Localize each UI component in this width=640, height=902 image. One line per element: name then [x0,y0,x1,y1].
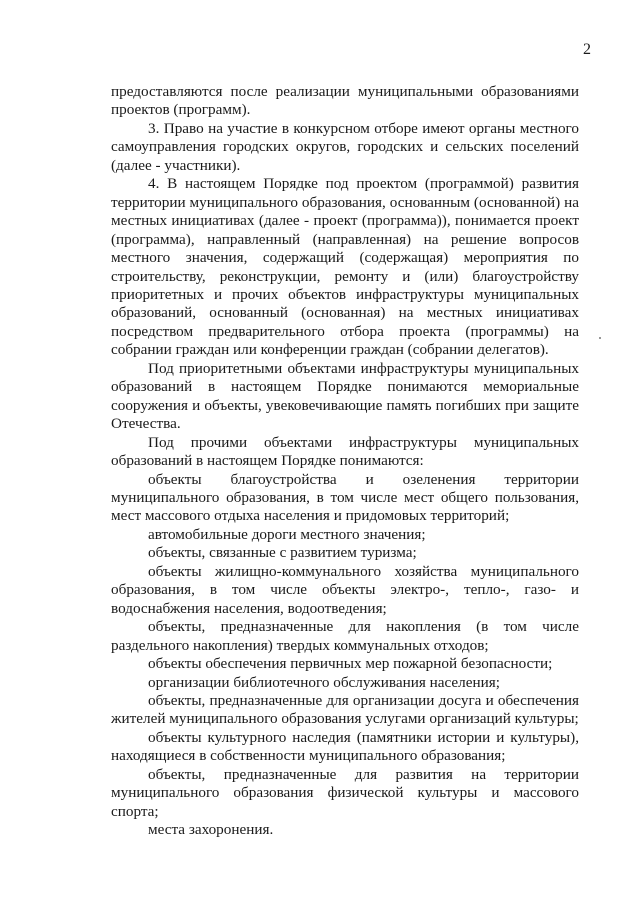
list-item-tourism: объекты, связанные с развитием туризма; [148,544,417,562]
list-item-waste: объекты, предназначенные для накопления (в том числе раздельного накопления) твердых коммунальных отходов; [111,618,579,654]
list-item-libraries: организации библиотечного обслуживания населения; [148,673,500,691]
page-number: 2 [583,41,591,58]
list-item-culture: объекты, предназначенные для организации досуга и обеспечения жителей муниципального образования услугами организаций культуры; [111,691,579,728]
list-item-landscaping: объекты благоустройства и озеленения территории муниципального образования, в том числе мест общего пользования, мест массового отдыха населения и придомовых территорий; [111,470,579,525]
paragraph-5: Под прочими объектами инфраструктуры муниципальных образований в настоящем Порядке понимаются: [111,433,579,470]
paragraph-2: 3. Право на участие в конкурсном отборе имеют органы местного самоуправления городских округов, городских и сельских поселений (далее - участники). [111,119,579,174]
list-item-roads: автомобильные дороги местного значения; [148,525,426,543]
scan-speck [599,337,601,339]
document-body [111,83,579,840]
list-item-sport: объекты, предназначенные для развития на территории муниципального образования физической культуры и массового спорта; [111,765,579,820]
list-item-fire-safety: объекты обеспечения первичных мер пожарной безопасности; [148,655,553,673]
paragraph-3: 4. В настоящем Порядке под проектом (программой) развития территории муниципального образования, основанным (основанной) на местных инициативах (далее - проект (программа)), понимается проект (программа), направленный (направленная) на решение вопросов местного значения, содержащий (содержащая) мероприятия по строительству, реконструкции, ремонту и (или) благоустройству приоритетных и прочих объектов инфраструктуры муниципальных образований, основанный (основанная) на местных инициативах посредством предварительного отбора проекта (программы) на собрании граждан или конференции граждан (собрании делегатов). [111,175,579,359]
paragraph-4: Под приоритетными объектами инфраструктуры муниципальных образований в настоящем Порядке понимаются мемориальные сооружения и объекты, увековечивающие память погибших при защите Отечества. [111,359,579,433]
list-item-burial: места захоронения. [148,821,274,839]
paragraph-1: предоставляются после реализации муниципальными образованиями проектов (программ). [111,83,579,119]
list-item-heritage: объекты культурного наследия (памятники истории и культуры), находящиеся в собственности муниципального образования; [111,728,579,765]
list-item-utilities: объекты жилищно-коммунального хозяйства муниципального образования, в том числе объекты электро-, тепло-, газо- и водоснабжения населения, водоотведения; [111,562,579,617]
